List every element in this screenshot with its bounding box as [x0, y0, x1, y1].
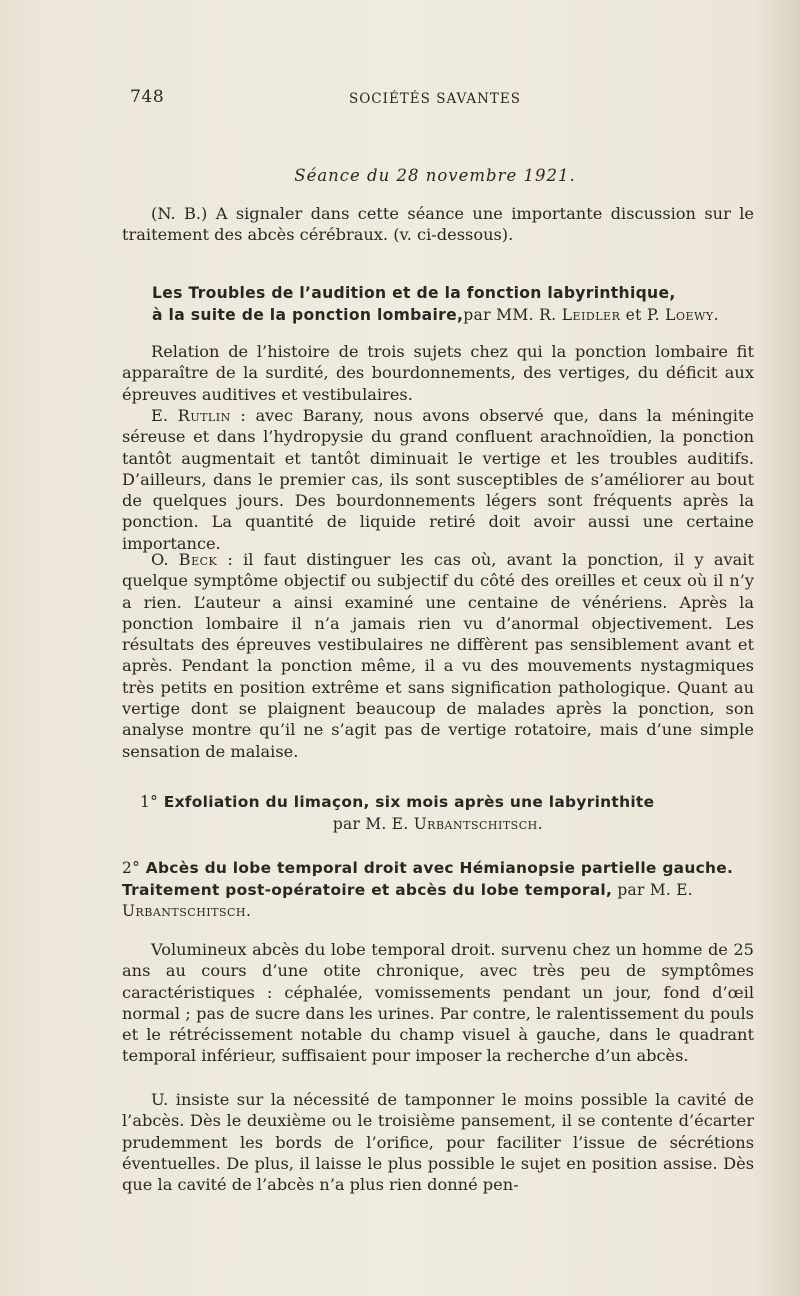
- running-head: SOCIÉTÉS SAVANTES: [348, 91, 522, 107]
- section-title-line2: à la suite de la ponction lombaire,par MM. R. Leidler et P. Loewy.: [152, 305, 720, 324]
- item-1-title: 1° Exfoliation du limaçon, six mois après une labyrinthite par M. E. Urbantschitsch.: [140, 792, 754, 835]
- page-number: 748: [130, 87, 165, 107]
- paragraph-beck: O. Beck : il faut distinguer les cas où, avant la ponction, il y avait quelque symptôme objectif ou subjectif du côté des oreilles et ceux où il n’y a rien. L’auteur a ainsi examiné une centaine de vénériens. Après la ponction lombaire il n’a jamais rien vu d’anormal objectivement. Les résultats des épreuves vestibulaires ne diffèrent pas sensiblement avant et après. Pendant la ponction même, il a vu des mouvements nystagmiques très petits en position extrême et sans signification pathologique. Quant au vertige dont se plaignent beaucoup de malades après la ponction, son analyse montre qu’il ne s’agit pas de vertige rotatoire, mais d’une simple sensation de malaise.: [122, 550, 754, 761]
- note-paragraph: (N. B.) A signaler dans cette séance une importante discussion sur le traitement des abcès cérébraux. (v. ci-dessous).: [122, 204, 754, 245]
- author-leidler: Leidler: [561, 305, 621, 324]
- author-urbantschitsch-2: Urbantschitsch.: [122, 902, 252, 920]
- session-title: Séance du 28 novembre 1921.: [294, 166, 576, 185]
- section-title: [152, 283, 754, 326]
- paragraph-relation: Relation de l’histoire de trois sujets chez qui la ponction lombaire fit apparaître de la surdité, des bourdonnements, des vertiges, du déficit aux épreuves auditives et vestibulaires.: [122, 342, 754, 404]
- paragraph-insiste: U. insiste sur la nécessité de tamponner le moins possible la cavité de l’abcès. Dès le deuxième ou le troisième pansement, il se contente d’écarter prudemment les bords de l’orifice, pour faciliter l’issue de sécrétions éventuelles. De plus, il laisse le plus possible le sujet en position assise. Dès que la cavité de l’abcès n’a plus rien donné pen-: [122, 1090, 754, 1195]
- paragraph-abces: Volumineux abcès du lobe temporal droit. survenu chez un homme de 25 ans au cours d’une otite chronique, avec très peu de symptômes caractéristiques : céphalée, vomissements pendant un jour, fond d’œil normal ; pas de sucre dans les urines. Par contre, le ralentissement du pouls et le rétrécissement notable du champ visuel à gauche, dans le quadrant temporal inférieur, suffisaient pour imposer la recherche d’un abcès.: [122, 940, 754, 1066]
- item-1-number: 1°: [140, 793, 159, 811]
- page-header: [116, 87, 754, 109]
- speaker-rutlin: Rutlin: [177, 406, 231, 425]
- paragraph-rutlin: E. Rutlin : avec Barany, nous avons observé que, dans la méningite séreuse et dans l’hydropysie du grand confluent arachnoïdien, la ponction tantôt augmentait et tantôt diminuait le vertige et les troubles auditifs. D’ailleurs, dans le premier cas, ils sont susceptibles de s’améliorer au bout de quelques jours. Des bourdonnements légers sont fréquents après la ponction. La quantité de liquide retiré doit avoir aussi une certaine importance.: [122, 406, 754, 553]
- item-2-number: 2°: [122, 859, 141, 877]
- item-1-byline: par M. E. Urbantschitsch.: [332, 814, 544, 833]
- speaker-beck: Beck: [178, 550, 218, 569]
- author-urbantschitsch-1: Urbantschitsch.: [413, 814, 544, 833]
- author-loewy: Loewy.: [665, 305, 720, 324]
- item-2-title: 2° Abcès du lobe temporal droit avec Hémianopsie partielle gauche. Traitement post-opératoire et abcès du lobe temporal, par M. E. Urbantschitsch.: [122, 859, 734, 920]
- section-title-line1: Les Troubles de l’audition et de la fonction labyrinthique,: [152, 284, 676, 302]
